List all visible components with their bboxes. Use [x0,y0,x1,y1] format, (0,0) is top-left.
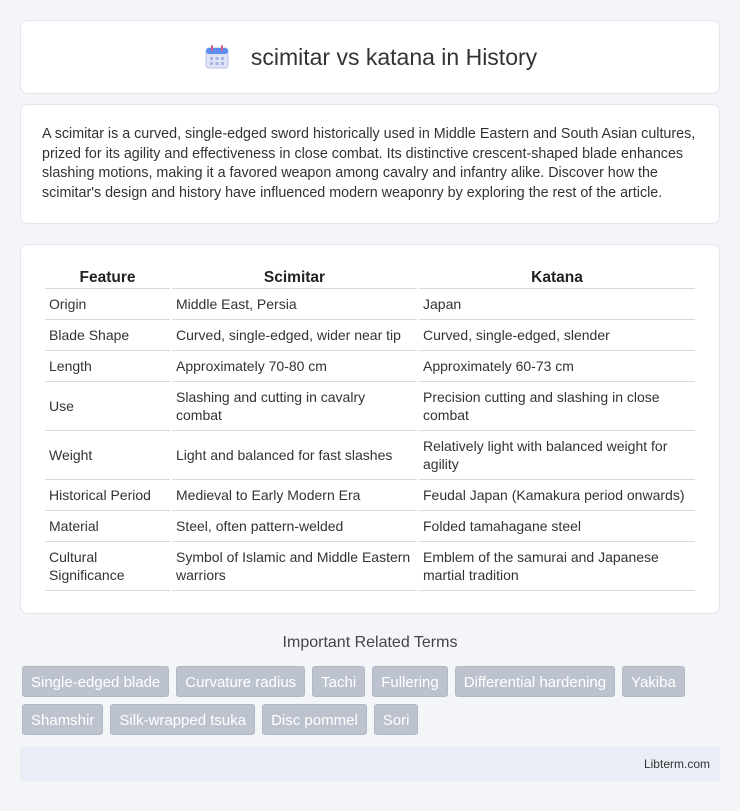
comparison-table-card [20,244,720,614]
table-cell: Material [45,511,170,542]
table-cell: Folded tamahagane steel [419,511,695,542]
tag-differential-hardening[interactable]: Differential hardening [455,666,615,697]
table-cell: Length [45,351,170,382]
footer-link[interactable]: Libterm.com [643,757,710,771]
intro-section [20,104,720,224]
table-cell: Light and balanced for fast slashes [172,431,417,480]
table-row [45,511,695,542]
table-row [45,289,695,320]
table-cell: Blade Shape [45,320,170,351]
table-cell: Relatively light with balanced weight for agility [419,431,695,480]
tag-sori[interactable]: Sori [374,704,419,735]
table-row [45,431,695,480]
table-cell: Use [45,382,170,431]
table-cell: Middle East, Persia [172,289,417,320]
tag-tachi[interactable]: Tachi [312,666,365,697]
header-scimitar: Scimitar [172,265,417,289]
table-cell: Approximately 60-73 cm [419,351,695,382]
table-cell: Slashing and cutting in cavalry combat [172,382,417,431]
table-cell: Cultural Significance [45,542,170,591]
tag-disc-pommel[interactable]: Disc pommel [262,704,367,735]
table-cell: Japan [419,289,695,320]
footer [20,747,720,781]
table-cell: Emblem of the samurai and Japanese martial tradition [419,542,695,591]
table-cell: Feudal Japan (Kamakura period onwards) [419,480,695,511]
comparison-table [43,265,697,591]
tag-yakiba[interactable]: Yakiba [622,666,685,697]
tag-fullering[interactable]: Fullering [372,666,448,697]
intro-text: A scimitar is a curved, single-edged sword historically used in Middle Eastern and South Asian cultures, prized for its agility and effectiveness in close combat. Its distinctive crescent-shaped blade enhances slashing motions, making it a favored weapon among cavalry and infantry alike. Discover how the scimitar's design and history have influenced modern weaponry by exploring the rest of the article. [42,126,696,201]
table-cell: Symbol of Islamic and Middle Eastern warriors [172,542,417,591]
related-terms-title: Important Related Terms [282,634,458,651]
table-row [45,320,695,351]
table-cell: Curved, single-edged, slender [419,320,695,351]
tag-silk-wrapped-tsuka[interactable]: Silk-wrapped tsuka [110,704,255,735]
tag-single-edged-blade[interactable]: Single-edged blade [22,666,169,697]
table-row [45,542,695,591]
tag-curvature-radius[interactable]: Curvature radius [176,666,305,697]
table-cell: Curved, single-edged, wider near tip [172,320,417,351]
table-cell: Approximately 70-80 cm [172,351,417,382]
page-title: scimitar vs katana in History [250,43,538,70]
tag-shamshir[interactable]: Shamshir [22,704,103,735]
table-cell: Origin [45,289,170,320]
table-row [45,480,695,511]
table-cell: Medieval to Early Modern Era [172,480,417,511]
header-katana: Katana [419,265,695,289]
table-cell: Historical Period [45,480,170,511]
table-cell: Weight [45,431,170,480]
related-terms-tags [22,666,722,735]
table-cell: Steel, often pattern-welded [172,511,417,542]
table-row [45,382,695,431]
page-header [20,20,720,94]
calendar-icon [203,43,231,71]
table-cell: Precision cutting and slashing in close combat [419,382,695,431]
table-row [45,351,695,382]
header-feature: Feature [45,265,170,289]
